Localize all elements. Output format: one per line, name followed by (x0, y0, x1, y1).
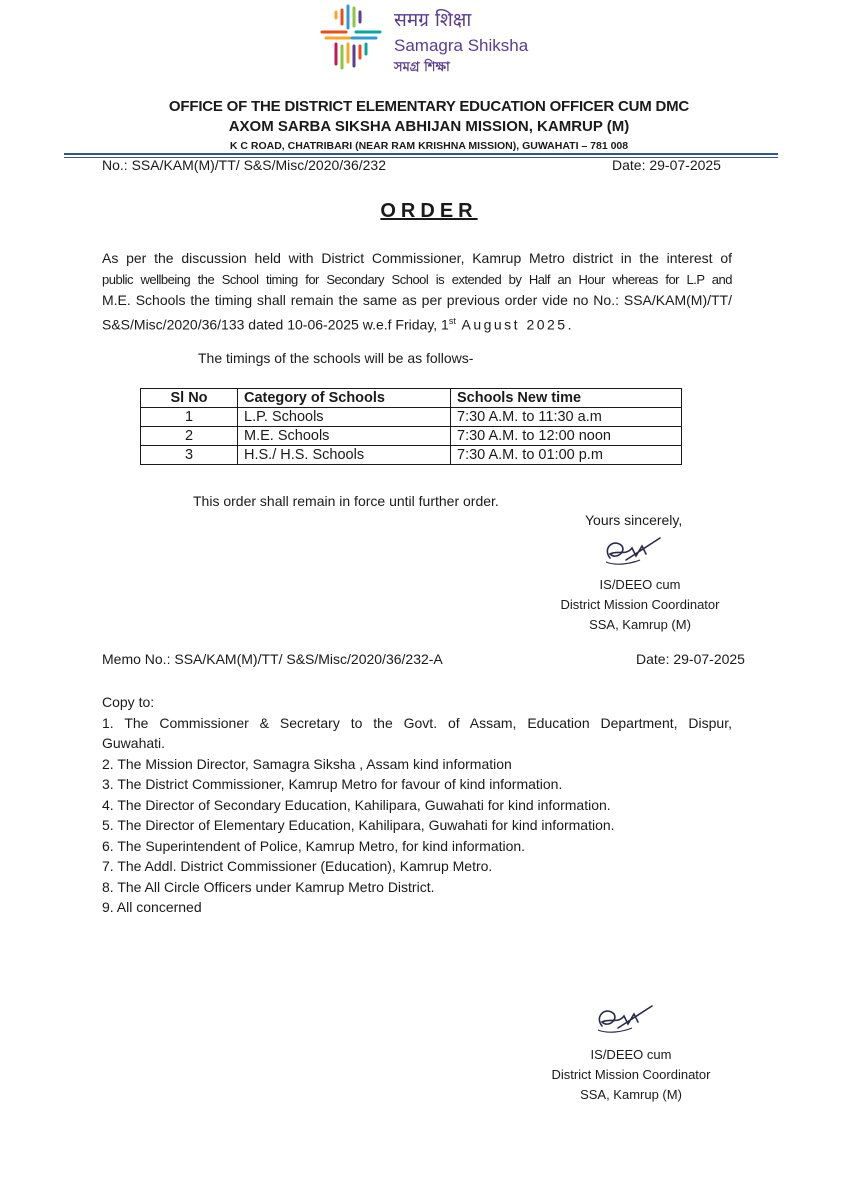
list-item-continued: Guwahati. (102, 735, 166, 751)
memo-number: Memo No.: SSA/KAM(M)/TT/ S&S/Misc/2020/36/232-A (102, 651, 443, 667)
cell-new-time: 7:30 A.M. to 11:30 a.m (451, 408, 682, 427)
logo-mark-icon (316, 2, 390, 72)
table-row (141, 408, 682, 427)
reference-number: No.: SSA/KAM(M)/TT/ S&S/Misc/2020/36/232 (102, 157, 386, 173)
office-address: K C ROAD, CHATRIBARI (NEAR RAM KRISHNA MISSION), GUWAHATI – 781 008 (229, 140, 629, 152)
signature-icon (596, 530, 666, 574)
order-title-text: ORDER (380, 200, 478, 222)
body-line-4-sup: st (448, 316, 456, 326)
body-line-4 (102, 311, 732, 336)
school-timings-table (140, 388, 682, 465)
signatory-role: District Mission Coordinator (560, 597, 720, 612)
signatory-office: SSA, Kamrup (M) (589, 617, 691, 632)
samagra-shiksha-logo (316, 2, 556, 80)
list-item: 9. All concerned (102, 899, 202, 915)
copy-to-label: Copy to: (102, 694, 155, 710)
body-line-4-date: August 2025. (455, 316, 574, 333)
list-item: 2. The Mission Director, Samagra Siksha , Assam kind information (102, 755, 512, 772)
cell-new-time: 7:30 A.M. to 12:00 noon (451, 427, 682, 446)
list-item: 5. The Director of Elementary Education, Kahilipara, Guwahati for kind information. (102, 817, 615, 833)
signature-icon (588, 998, 658, 1042)
cell-new-time: 7:30 A.M. to 01:00 p.m (451, 446, 682, 465)
letterhead-rule (64, 153, 778, 155)
order-body (102, 248, 732, 336)
list-item: 3. The District Commissioner, Kamrup Metro for favour of kind information. (102, 776, 563, 792)
list-item: 1. The Commissioner & Secretary to the Govt. of Assam, Education Department, Dispur, (102, 714, 732, 731)
signatory-designation: IS/DEEO cum (599, 577, 681, 592)
cell-sl-no: 1 (141, 408, 238, 427)
mission-title: AXOM SARBA SIKSHA ABHIJAN MISSION, KAMRUP (M) (228, 118, 630, 135)
cell-sl-no: 2 (141, 427, 238, 446)
body-line-2: public wellbeing the School timing for Secondary School is extended by Half an Hour whereas for L.P and (102, 272, 732, 287)
table-header-row (141, 389, 682, 408)
order-title (0, 200, 858, 223)
signatory-role: District Mission Coordinator (551, 1067, 711, 1082)
header-category: Category of Schools (238, 389, 451, 408)
signatory-block (540, 575, 740, 635)
closing-salutation: Yours sincerely, (585, 512, 683, 528)
table-row (141, 446, 682, 465)
body-line-4-text: S&S/Misc/2020/36/133 dated 10-06-2025 w.e.f Friday, 1 (102, 316, 449, 333)
cell-sl-no: 3 (141, 446, 238, 465)
list-item: 6. The Superintendent of Police, Kamrup Metro, for kind information. (102, 837, 526, 854)
cell-category: M.E. Schools (238, 427, 451, 446)
list-item: 8. The All Circle Officers under Kamrup Metro District. (102, 878, 435, 895)
header-new-time: Schools New time (451, 389, 682, 408)
office-title: OFFICE OF THE DISTRICT ELEMENTARY EDUCATION OFFICER CUM DMC (168, 98, 690, 115)
list-item: 7. The Addl. District Commissioner (Education), Kamrup Metro. (102, 858, 493, 874)
table-row (141, 427, 682, 446)
list-item: 4. The Director of Secondary Education, Kahilipara, Guwahati for kind information. (102, 796, 611, 813)
logo-hindi-text: समग्र शिक्षा (394, 9, 472, 31)
cell-category: L.P. Schools (238, 408, 451, 427)
logo-english-text: Samagra Shiksha (394, 36, 529, 55)
body-line-1: As per the discussion held with District Commissioner, Kamrup Metro district in the interest of (102, 250, 732, 266)
force-statement: This order shall remain in force until further order. (193, 493, 499, 509)
body-line-3: M.E. Schools the timing shall remain the same as per previous order vide no No.: SSA/KAM(M)/TT/ (102, 292, 732, 308)
copy-to-list (102, 692, 732, 918)
cell-category: H.S./ H.S. Schools (238, 446, 451, 465)
logo-bengali-text: সমগ্র শিক্ষা (394, 60, 450, 75)
signatory-block (526, 1045, 736, 1105)
timings-intro: The timings of the schools will be as follows- (198, 350, 474, 366)
reference-date: Date: 29-07-2025 (612, 157, 721, 173)
header-sl-no: Sl No (141, 389, 238, 408)
memo-date: Date: 29-07-2025 (636, 651, 745, 667)
signatory-office: SSA, Kamrup (M) (580, 1087, 682, 1102)
signatory-designation: IS/DEEO cum (590, 1047, 672, 1062)
